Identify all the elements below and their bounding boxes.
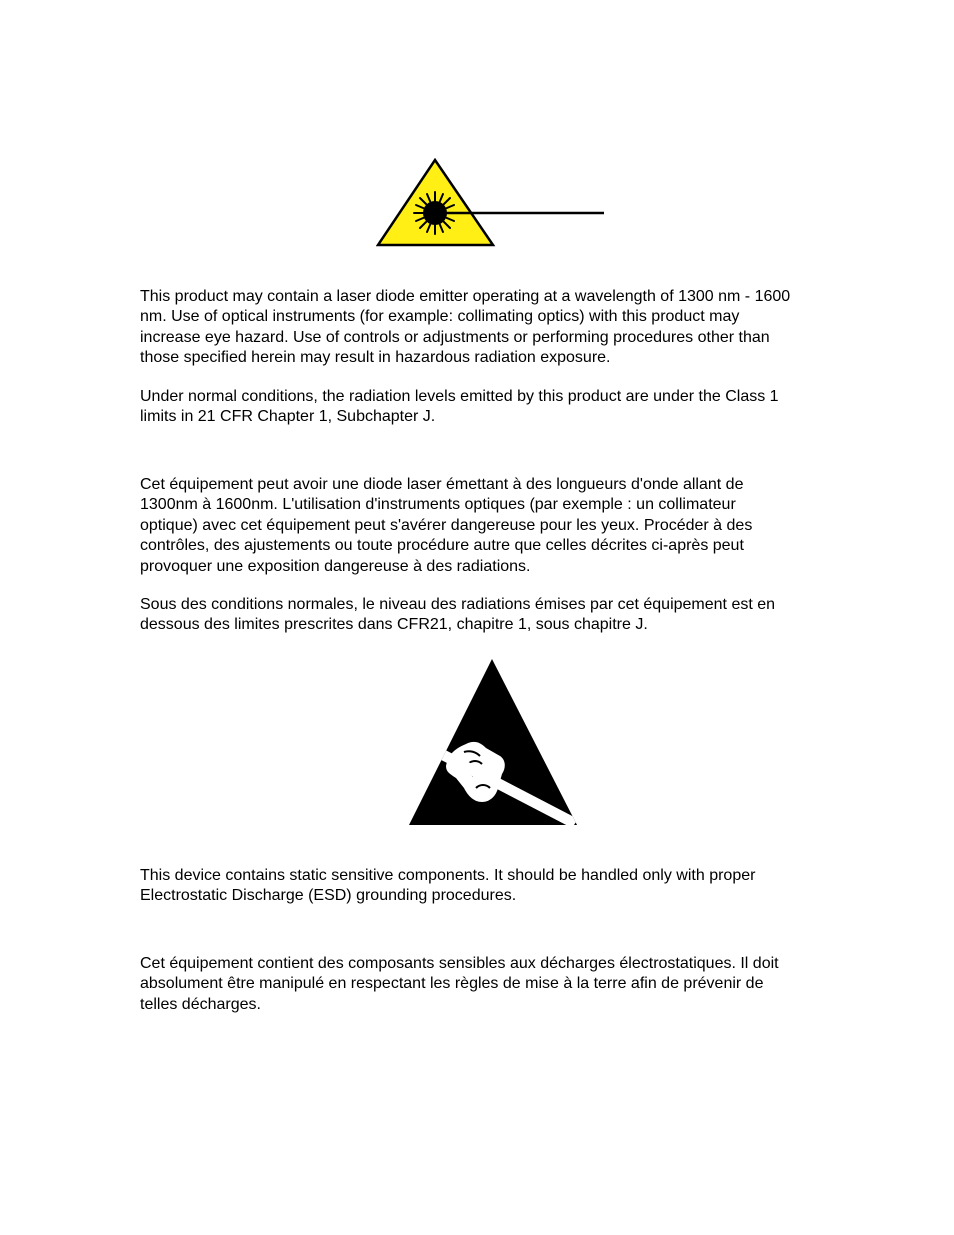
laser-warning-french-paragraph-2: Sous des conditions normales, le niveau des radiations émises par cet équipement est en dessous des limites prescrites dans CFR21, chapitre 1, sous chapitre J.: [140, 596, 776, 634]
esd-sensitive-warning-icon: [406, 656, 580, 828]
esd-warning-english-paragraph-1: This device contains static sensitive components. It should be handled only with proper Electrostatic Discharge (ESD) grounding procedures.: [140, 867, 756, 905]
laser-warning-french-paragraph-1: Cet équipement peut avoir une diode laser émettant à des longueurs d'onde allant de 1300nm à 1600nm. L'utilisation d'instruments optiques (par exemple : un collimateur optique) avec cet équipement peut s'avérer dangereuse pour les yeux. Procéder à des contrôles, des ajustements ou toute procédure autre que celles décrites ci-après peut provoquer une exposition dangereuse à des radiations.: [140, 476, 753, 575]
esd-warning-french-paragraph-1: Cet équipement contient des composants sensibles aux décharges électrostatiques. Il doit absolument être manipulé en respectant les règles de mise à la terre afin de prévenir de telles décharges.: [140, 955, 779, 1013]
laser-warning-english-paragraph-1: This product may contain a laser diode emitter operating at a wavelength of 1300 nm - 1600 nm. Use of optical instruments (for example: collimating optics) with this product may increase eye hazard. Use of controls or adjustments or performing procedures other than those specified herein may result in hazardous radiation exposure.: [140, 288, 791, 367]
laser-warning-english-paragraph-2: Under normal conditions, the radiation levels emitted by this product are under the Class 1 limits in 21 CFR Chapter 1, Subchapter J.: [140, 388, 779, 426]
laser-radiation-warning-icon: [376, 158, 608, 248]
